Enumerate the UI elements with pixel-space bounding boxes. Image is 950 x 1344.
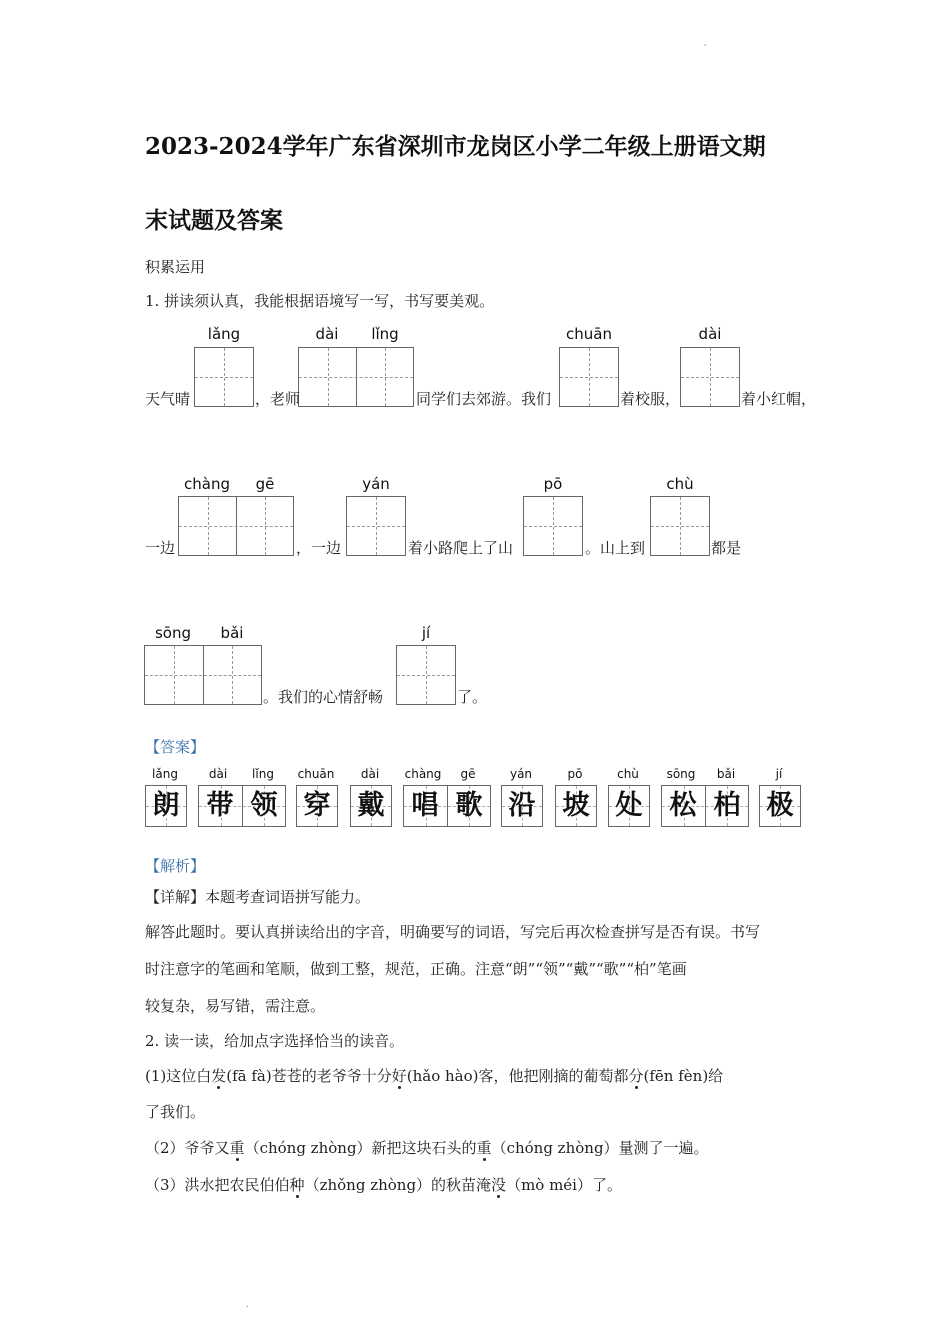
writing-grid-6[interactable]	[346, 496, 406, 556]
answer-pinyin: jí	[775, 767, 783, 781]
q2-text: (fēn fèn)给	[643, 1067, 724, 1085]
pinyin-chuan: chuān	[566, 325, 612, 343]
answer-box	[403, 785, 491, 827]
q1-stem: 1. 拼读须认真，我能根据语境写一写，书写要美观。	[145, 292, 495, 310]
pinyin-bai: bǎi	[220, 624, 244, 642]
answer-box	[501, 785, 543, 827]
pinyin-chang: chàng	[184, 475, 230, 493]
answer-char: 歌	[455, 790, 483, 821]
answer-char: 唱	[411, 790, 439, 821]
dotted-char: 重	[476, 1139, 492, 1157]
answer-char: 坡	[562, 790, 590, 821]
answer-pinyin: chù	[617, 767, 639, 781]
dotted-char: 没	[491, 1176, 507, 1194]
answer-pinyin: yán	[509, 767, 533, 781]
q1-text: 同学们去郊游。我们	[416, 390, 552, 408]
q2-item-3	[145, 1178, 622, 1193]
pinyin-lang: lǎng	[207, 325, 241, 343]
analysis-detail: 【详解】本题考查词语拼写能力。	[145, 888, 371, 906]
answer-char: 戴	[357, 790, 385, 821]
writing-grid-10[interactable]	[396, 645, 456, 705]
q2-item-2	[145, 1141, 709, 1156]
top-mark: ˌ	[704, 38, 707, 47]
pinyin-dai: dài	[315, 325, 339, 343]
analysis-para: 解答此题时。要认真拼读给出的字音，明确要写的词语，写完后再次检查拼写是否有误。书写	[145, 923, 761, 941]
q2-text: (1)这位白	[145, 1067, 212, 1085]
q2-text: （chóng zhòng）新把这块石头的	[244, 1139, 477, 1157]
q2-text: (fā fà)苍苍的老爷爷十分	[226, 1067, 392, 1085]
answer-pinyin: dài	[360, 767, 380, 781]
dotted-char: 种	[289, 1176, 305, 1194]
answer-pinyin: chuān	[297, 767, 335, 781]
answer-pinyin: chàng	[404, 767, 442, 781]
q1-text: 着小红帽，	[741, 390, 817, 408]
q2-text: （2）爷爷又	[145, 1139, 230, 1157]
dotted-char: 好	[391, 1067, 407, 1085]
answer-pinyin: bǎi	[716, 767, 736, 781]
q2-text: (hǎo hào)客，他把刚摘的葡萄都	[406, 1067, 629, 1085]
answer-char: 带	[206, 790, 234, 821]
answer-box	[350, 785, 392, 827]
answer-pinyin: gē	[460, 767, 476, 781]
answer-char: 穿	[303, 790, 331, 821]
pinyin-ling: lǐng	[371, 325, 399, 343]
answer-pinyin: sōng	[666, 767, 696, 781]
q1-text: 着校服，	[620, 390, 681, 408]
answer-pinyin: pō	[567, 767, 583, 781]
section-heading: 积累运用	[145, 258, 206, 276]
q1-text: 了。	[457, 688, 488, 706]
pinyin-dai-2: dài	[698, 325, 722, 343]
writing-grid-2[interactable]	[298, 347, 414, 407]
q1-text: 都是	[711, 539, 742, 557]
analysis-para: 时注意字的笔画和笔顺，做到工整，规范，正确。注意“朗”“领”“戴”“歌”“柏”笔画	[145, 960, 687, 978]
document-title-line2: 末试题及答案	[145, 207, 283, 234]
bottom-mark: .	[246, 1300, 249, 1309]
q1-text: 天气晴	[145, 390, 191, 408]
writing-grid-8[interactable]	[650, 496, 710, 556]
answer-char: 沿	[508, 790, 536, 821]
dotted-char: 发	[211, 1067, 227, 1085]
answer-char: 处	[615, 790, 643, 821]
writing-grid-9[interactable]	[144, 645, 262, 705]
answer-char: 松	[669, 790, 697, 821]
pinyin-chu: chù	[666, 475, 694, 493]
writing-grid-7[interactable]	[523, 496, 583, 556]
answer-char: 极	[766, 790, 794, 821]
analysis-label: 【解析】	[145, 857, 206, 875]
answer-box	[145, 785, 187, 827]
writing-grid-3[interactable]	[559, 347, 619, 407]
answer-char: 领	[250, 790, 278, 821]
q1-text: 。山上到	[585, 539, 646, 557]
writing-grid-5[interactable]	[178, 496, 294, 556]
answer-box	[661, 785, 749, 827]
q1-text: ，一边	[296, 539, 342, 557]
answer-label: 【答案】	[145, 738, 206, 756]
answer-box	[296, 785, 338, 827]
q2-stem: 2. 读一读，给加点字选择恰当的读音。	[145, 1032, 405, 1050]
answer-char: 朗	[152, 790, 180, 821]
q2-text: （3）洪水把农民伯伯	[145, 1176, 290, 1194]
pinyin-ge: gē	[255, 475, 275, 493]
answer-pinyin: dài	[208, 767, 228, 781]
answer-box	[608, 785, 650, 827]
q1-text: ，老师	[255, 390, 301, 408]
answer-box	[759, 785, 801, 827]
pinyin-song: sōng	[154, 624, 192, 642]
dotted-char: 重	[229, 1139, 245, 1157]
answer-box	[198, 785, 286, 827]
writing-grid-1[interactable]	[194, 347, 254, 407]
dotted-char: 分	[628, 1067, 644, 1085]
pinyin-ji: jí	[421, 624, 431, 642]
q1-text: 一边	[145, 539, 176, 557]
answer-pinyin: lǐng	[252, 767, 274, 781]
q2-text: （chóng zhòng）量测了一遍。	[491, 1139, 709, 1157]
pinyin-yan: yán	[362, 475, 390, 493]
pinyin-po: pō	[543, 475, 563, 493]
answer-box	[555, 785, 597, 827]
answer-pinyin: lǎng	[152, 767, 178, 781]
writing-grid-4[interactable]	[680, 347, 740, 407]
q2-text: （mò méi）了。	[506, 1176, 622, 1194]
q1-text: 。我们的心情舒畅	[263, 688, 384, 706]
answer-char: 柏	[713, 790, 741, 821]
q2-text: （zhǒng zhòng）的秋苗淹	[304, 1176, 492, 1194]
q2-item-1	[145, 1069, 723, 1084]
q2-item-1-cont: 了我们。	[145, 1103, 206, 1121]
document-title-line1: 2023-2024学年广东省深圳市龙岗区小学二年级上册语文期	[145, 133, 766, 160]
analysis-para: 较复杂，易写错，需注意。	[145, 997, 326, 1015]
q1-text: 着小路爬上了山	[408, 539, 514, 557]
